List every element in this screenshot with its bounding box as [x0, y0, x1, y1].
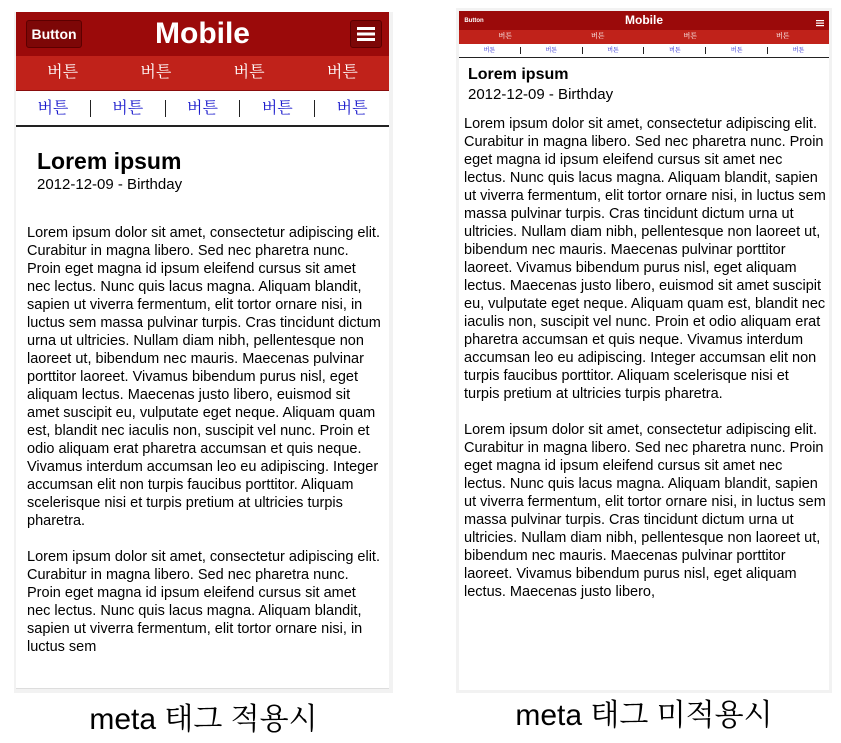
primary-nav-item[interactable]: 버튼 [140, 64, 172, 81]
secondary-nav-link[interactable]: 버튼 [166, 100, 241, 117]
menu-button[interactable] [350, 20, 382, 48]
hamburger-icon [815, 18, 825, 28]
paragraph: Lorem ipsum dolor sit amet, consectetur adipiscing elit. Curabitur in magna libero. Sed nec pharetra nunc. Proin eget magna id ipsum eleifend cursus sit amet nec lectus. Nunc quis lacus magna. Aliquam blandit, sapien ut viverra fermentum, elit tortor ornare nisi, in luctus sem massa pulvinar turpis. Cras tincidunt dictum urna ut ultricies. Nullam diam nibh, pellentesque non laoreet ut, bibendum nec mauris. Maecenas pulvinar porttitor laoreet. Vivamus bibendum purus nisl, eget aliquam lectus. Maecenas justo libero, euismod sit amet suscipit eu, vulputate eget neque. Aliquam quam est, blandit nec iaculis non, suscipit vel nunc. Proin et odio aliquam erat pharetra accumsan et quis neque. Vivamus interdum accumsan leo eu adipiscing. Integer accumsan elit non turpis faucibus porttitor. Aliquam scelerisque nisi et turpis pretium at ultricies turpis pharetra. [464, 116, 826, 402]
primary-nav-item[interactable]: 버튼 [590, 33, 605, 40]
left-caption: meta 태그 적용시 [89, 703, 318, 736]
right-screenshot-panel [456, 8, 832, 693]
post-body [464, 115, 827, 619]
header-title: Mobile [625, 13, 663, 27]
primary-nav [459, 30, 829, 44]
primary-nav-item[interactable]: 버튼 [47, 64, 79, 81]
secondary-nav-link[interactable]: 버튼 [792, 48, 805, 54]
header-title: Mobile [155, 17, 250, 50]
paragraph: Lorem ipsum dolor sit amet, consectetur adipiscing elit. Curabitur in magna libero. Sed nec pharetra nunc. Proin eget magna id ipsum eleifend cursus sit amet nec lectus. Nunc quis lacus magna. Aliquam blandit, sapien ut viverra fermentum, elit tortor ornare nisi, in luctus sem massa pulvinar turpis. Cras tincidunt dictum urna ut ultricies. Nullam diam nibh, pellentesque non laoreet ut, bibendum nec mauris. Maecenas pulvinar porttitor laoreet. Vivamus bibendum purus nisl, eget aliquam lectus. Maecenas justo libero, [464, 422, 826, 600]
post-meta: 2012-12-09 - Birthday [37, 176, 183, 193]
header-bar [459, 11, 829, 30]
secondary-nav-link[interactable]: 버튼 [336, 100, 368, 117]
post-meta: 2012-12-09 - Birthday [468, 86, 614, 103]
primary-nav-item[interactable]: 버튼 [498, 33, 513, 40]
secondary-nav [459, 44, 829, 58]
header-button[interactable]: Button [464, 17, 484, 24]
secondary-nav-link[interactable]: 버튼 [706, 47, 768, 54]
header-bar [16, 12, 389, 56]
header-button[interactable]: Button [26, 20, 82, 48]
hamburger-icon [351, 21, 381, 47]
post-title: Lorem ipsum [468, 66, 569, 83]
primary-nav [16, 56, 389, 91]
paragraph: Lorem ipsum dolor sit amet, consectetur adipiscing elit. Curabitur in magna libero. Sed nec pharetra nunc. Proin eget magna id ipsum eleifend cursus sit amet nec lectus. Nunc quis lacus magna. Aliquam blandit, sapien ut viverra fermentum, elit tortor ornare nisi, in luctus sem [27, 549, 380, 655]
primary-nav-item[interactable]: 버튼 [683, 33, 698, 40]
right-caption: meta 태그 미적용시 [515, 699, 773, 732]
secondary-nav-link[interactable]: 버튼 [583, 47, 645, 54]
post-title: Lorem ipsum [37, 148, 182, 174]
menu-button[interactable] [815, 15, 825, 25]
right-mobile-viewport [459, 11, 829, 690]
secondary-nav-link[interactable]: 버튼 [459, 47, 521, 54]
secondary-nav [16, 92, 389, 127]
post-body [27, 224, 382, 674]
left-screenshot-panel [14, 12, 393, 693]
secondary-nav-link[interactable]: 버튼 [521, 47, 583, 54]
left-mobile-viewport [16, 12, 389, 689]
secondary-nav-link[interactable]: 버튼 [91, 100, 166, 117]
primary-nav-item[interactable]: 버튼 [326, 64, 358, 81]
secondary-nav-link[interactable]: 버튼 [16, 100, 91, 117]
paragraph: Lorem ipsum dolor sit amet, consectetur adipiscing elit. Curabitur in magna libero. Sed nec pharetra nunc. Proin eget magna id ipsum eleifend cursus sit amet nec lectus. Nunc quis lacus magna. Aliquam blandit, sapien ut viverra fermentum, elit tortor ornare nisi, in luctus sem massa pulvinar turpis. Cras tincidunt dictum urna ut ultricies. Nullam diam nibh, pellentesque non laoreet ut, bibendum nec mauris. Maecenas pulvinar porttitor laoreet. Vivamus bibendum purus nisl, eget aliquam lectus. Maecenas justo libero, euismod sit amet suscipit eu, vulputate eget neque. Aliquam quam est, blandit nec iaculis non, suscipit vel nunc. Proin et odio aliquam erat pharetra accumsan et quis neque. Vivamus interdum accumsan leo eu adipiscing. Integer accumsan elit non turpis faucibus porttitor. Aliquam scelerisque nisi et turpis pretium at ultricies turpis pharetra. [27, 225, 381, 529]
primary-nav-item[interactable]: 버튼 [233, 64, 265, 81]
primary-nav-item[interactable]: 버튼 [775, 33, 790, 40]
secondary-nav-link[interactable]: 버튼 [644, 47, 706, 54]
secondary-nav-link[interactable]: 버튼 [240, 100, 315, 117]
